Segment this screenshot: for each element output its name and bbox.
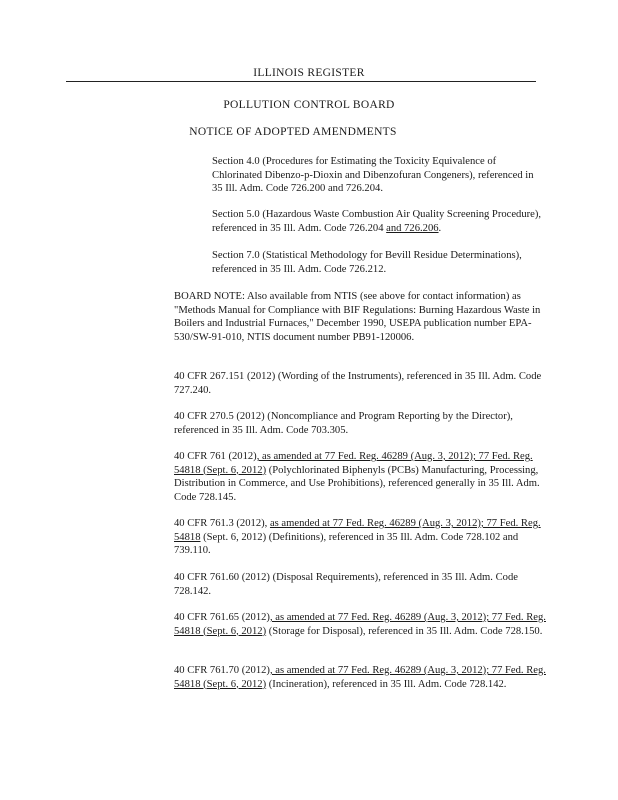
cfr-761-amendment: , as amended at 77 Fed. Reg. 46289 (Aug. 3, 2012); 77 Fed. Reg. 54818 (Sept. 6, 2012) xyxy=(174,451,533,476)
cfr-761-70-paragraph xyxy=(174,664,546,691)
section-5-paragraph xyxy=(212,208,546,235)
cfr-761-65-description: (Storage for Disposal), referenced in 35 Ill. Adm. Code 728.150. xyxy=(266,625,543,637)
section-4-paragraph: Section 4.0 (Procedures for Estimating the Toxicity Equivalence of Chlorinated Dibenzo-p-Dioxin and Dibenzofuran Congeners), referenced in 35 Ill. Adm. Code 726.200 and 726.204. xyxy=(212,156,534,194)
section-5-end: . xyxy=(438,222,442,234)
notice-title: NOTICE OF ADOPTED AMENDMENTS xyxy=(189,126,397,138)
cfr-267-151-paragraph: 40 CFR 267.151 (2012) (Wording of the Instruments), referenced in 35 Ill. Adm. Code 727.240. xyxy=(174,371,542,396)
section-7-paragraph: Section 7.0 (Statistical Methodology for Bevill Residue Determinations), referenced in 35 Ill. Adm. Code 726.212. xyxy=(212,250,522,275)
cfr-761-70-citation: 40 CFR 761.70 (2012) xyxy=(174,665,270,676)
cfr-270-5-paragraph: 40 CFR 270.5 (2012) (Noncompliance and Program Reporting by the Director), referenced in 35 Ill. Adm. Code 703.305. xyxy=(174,411,513,436)
section-5-amendment: and 726.206 xyxy=(386,222,439,234)
board-name: POLLUTION CONTROL BOARD xyxy=(223,99,395,111)
cfr-761-paragraph xyxy=(174,450,546,504)
cfr-761-65-paragraph xyxy=(174,611,546,638)
cfr-761-citation: 40 CFR 761 (2012) xyxy=(174,451,257,462)
cfr-761-60-paragraph: 40 CFR 761.60 (2012) (Disposal Requirements), referenced in 35 Ill. Adm. Code 728.142. xyxy=(174,572,518,597)
cfr-761-65-citation: 40 CFR 761.65 (2012) xyxy=(174,612,270,623)
register-title: ILLINOIS REGISTER xyxy=(253,67,365,79)
cfr-761-3-paragraph xyxy=(174,517,546,558)
cfr-761-70-description: (Incineration), referenced in 35 Ill. Adm. Code 728.142. xyxy=(266,678,507,690)
cfr-761-3-description: (Sept. 6, 2012) (Definitions), referenced in 35 Ill. Adm. Code 728.102 and 739.110. xyxy=(174,531,519,556)
cfr-761-65-amendment: , as amended at 77 Fed. Reg. 46289 (Aug. 3, 2012); 77 Fed. Reg. 54818 (Sept. 6, 2012) xyxy=(174,612,546,637)
cfr-761-description: (Polychlorinated Biphenyls (PCBs) Manufacturing, Processing, Distribution in Commerce, and Use Prohibitions), referenced generally in 35 Ill. Adm. Code 728.145. xyxy=(174,464,540,503)
board-note-paragraph: BOARD NOTE: Also available from NTIS (see above for contact information) as "Methods Manual for Compliance with BIF Regulations: Burning Hazardous Waste in Boilers and Industrial Furnaces," December 1990, USEPA publication number EPA-530/SW-91-010, NTIS document number PB91-120006. xyxy=(174,291,541,343)
cfr-761-3-amendment: as amended at 77 Fed. Reg. 46289 (Aug. 3, 2012); 77 Fed. Reg. 54818 xyxy=(174,518,541,543)
section-5-text: Section 5.0 (Hazardous Waste Combustion Air Quality Screening Procedure), referenced in 35 Ill. Adm. Code 726.204 xyxy=(212,209,542,234)
cfr-761-70-amendment: , as amended at 77 Fed. Reg. 46289 (Aug. 3, 2012); 77 Fed. Reg. 54818 (Sept. 6, 2012) xyxy=(174,665,546,690)
cfr-761-3-citation: 40 CFR 761.3 (2012), xyxy=(174,518,270,529)
header-rule xyxy=(66,81,536,82)
